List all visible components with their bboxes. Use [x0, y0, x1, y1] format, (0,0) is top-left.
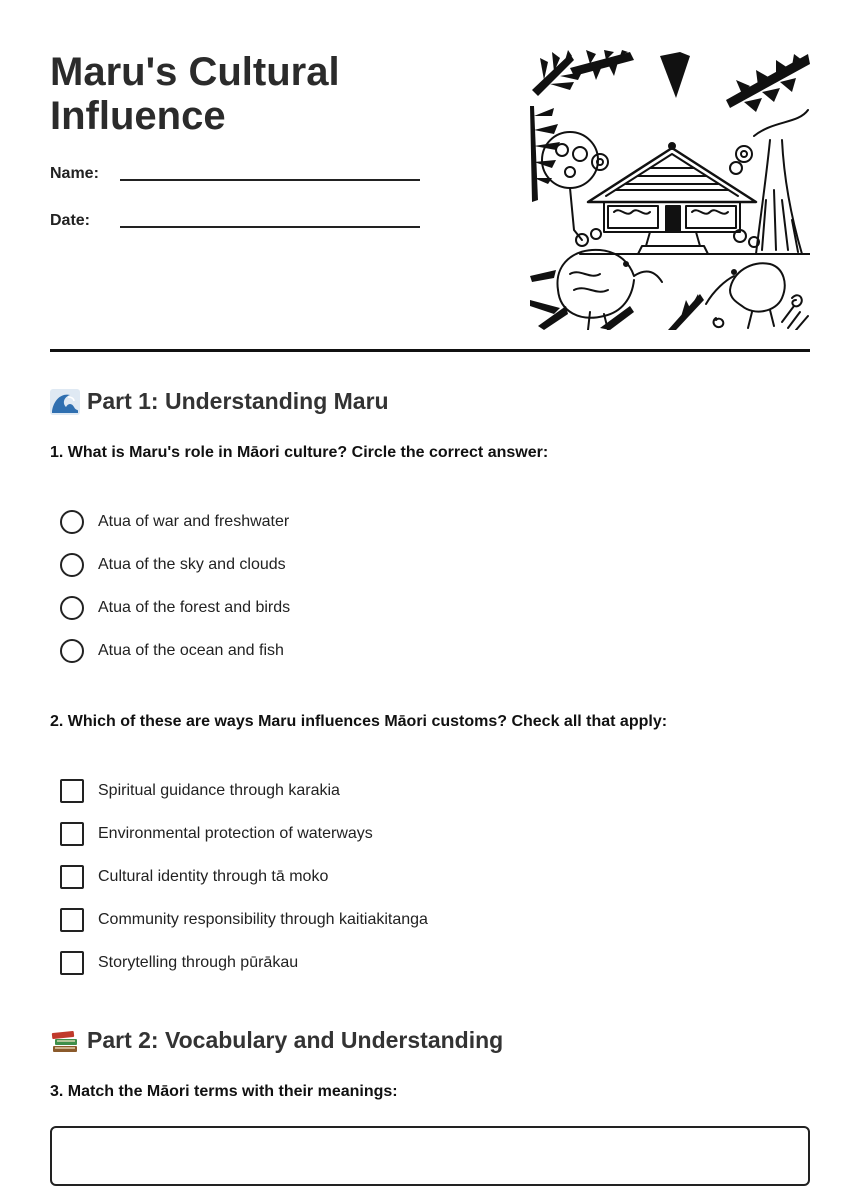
- radio-circle[interactable]: [60, 553, 84, 577]
- name-line[interactable]: [120, 179, 420, 181]
- date-line[interactable]: [120, 226, 420, 228]
- q2-option[interactable]: [60, 951, 298, 975]
- part2-heading: [50, 1027, 503, 1054]
- q1-option[interactable]: [60, 639, 284, 663]
- q2-option-label: Cultural identity through tā moko: [98, 868, 329, 885]
- q1-option-label: Atua of the ocean and fish: [98, 642, 284, 659]
- q2-option-label: Storytelling through pūrākau: [98, 954, 299, 971]
- q1-option-label: Atua of the forest and birds: [98, 599, 291, 616]
- radio-circle[interactable]: [60, 510, 84, 534]
- date-label: Date:: [50, 212, 91, 229]
- q1-option[interactable]: [60, 510, 289, 534]
- q2-option[interactable]: [60, 908, 428, 932]
- wave-icon: [50, 389, 80, 415]
- question-3-prompt: 3. Match the Māori terms with their meanings:: [50, 1083, 398, 1100]
- checkbox[interactable]: [60, 865, 84, 889]
- q2-option-label: Community responsibility through kaitiakitanga: [98, 911, 428, 928]
- checkbox[interactable]: [60, 908, 84, 932]
- radio-circle[interactable]: [60, 639, 84, 663]
- q2-option[interactable]: [60, 779, 340, 803]
- name-label: Name:: [50, 165, 99, 182]
- checkbox[interactable]: [60, 779, 84, 803]
- q2-option-label: Spiritual guidance through karakia: [98, 782, 340, 799]
- q2-option-label: Environmental protection of waterways: [98, 825, 373, 842]
- q2-option[interactable]: [60, 865, 328, 889]
- header-divider: [50, 349, 810, 352]
- question-1-prompt: 1. What is Maru's role in Māori culture? Circle the correct answer:: [50, 444, 549, 461]
- checkbox[interactable]: [60, 951, 84, 975]
- radio-circle[interactable]: [60, 596, 84, 620]
- q1-option-label: Atua of war and freshwater: [98, 513, 290, 530]
- books-icon: [50, 1028, 80, 1054]
- q2-option[interactable]: [60, 822, 373, 846]
- part1-heading-text: Part 1: Understanding Maru: [87, 388, 389, 414]
- part1-heading: [50, 388, 389, 415]
- worksheet-title: Maru's Cultural Influence: [50, 50, 340, 138]
- matching-box: [50, 1126, 810, 1186]
- q1-option[interactable]: [60, 553, 286, 577]
- q1-option-label: Atua of the sky and clouds: [98, 556, 286, 573]
- question-2-prompt: 2. Which of these are ways Maru influences Māori customs? Check all that apply:: [50, 713, 668, 730]
- q1-option[interactable]: [60, 596, 290, 620]
- part2-heading-text: Part 2: Vocabulary and Understanding: [87, 1027, 504, 1053]
- checkbox[interactable]: [60, 822, 84, 846]
- wharenui-illustration: [530, 50, 810, 330]
